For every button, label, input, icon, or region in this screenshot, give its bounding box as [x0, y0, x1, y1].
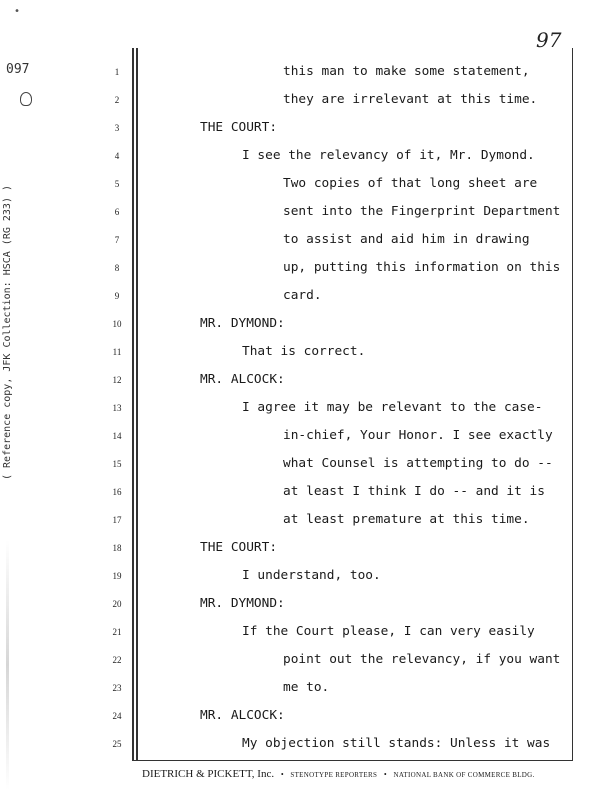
transcript-line: in-chief, Your Honor. I see exactly	[283, 428, 553, 443]
footer-separator: •	[280, 770, 284, 779]
corner-mark: •	[14, 6, 21, 17]
transcript-line: If the Court please, I can very easily	[242, 624, 535, 639]
bottom-margin-rule	[132, 760, 573, 761]
page-id: 097	[6, 62, 30, 77]
line-number: 16	[112, 487, 122, 497]
footer-separator: •	[383, 770, 387, 779]
line-number: 6	[114, 207, 120, 217]
transcript-line: I understand, too.	[242, 568, 381, 583]
transcript-line: Two copies of that long sheet are	[283, 176, 538, 191]
line-number: 5	[114, 179, 120, 189]
binder-hole-mark	[20, 92, 32, 106]
transcript-line: at least I think I do -- and it is	[283, 484, 545, 499]
archive-side-note: ( Reference copy, JFK Collection: HSCA (RG 233) )	[2, 184, 13, 480]
transcript-line: My objection still stands: Unless it was	[242, 736, 551, 751]
speaker-label: MR. ALCOCK:	[200, 372, 285, 387]
transcript-line: card.	[283, 288, 322, 303]
scan-edge-artifact	[6, 540, 9, 790]
line-number: 20	[112, 599, 122, 609]
handwritten-page-number: 97	[536, 28, 562, 52]
transcript-line: at least premature at this time.	[283, 512, 530, 527]
footer-service: STENOTYPE REPORTERS	[290, 771, 378, 779]
transcript-line: I agree it may be relevant to the case-	[242, 400, 543, 415]
line-number: 10	[112, 319, 122, 329]
transcript-line: up, putting this information on this	[283, 260, 561, 275]
line-number: 22	[112, 655, 122, 665]
line-number: 8	[114, 263, 120, 273]
line-number: 15	[112, 459, 122, 469]
line-number: 12	[112, 375, 122, 385]
reporter-footer	[142, 768, 572, 780]
line-number: 23	[112, 683, 122, 693]
line-number: 2	[114, 95, 120, 105]
line-number: 3	[114, 123, 120, 133]
speaker-label: MR. DYMOND:	[200, 316, 285, 331]
line-number: 7	[114, 235, 120, 245]
transcript-line: this man to make some statement,	[283, 64, 530, 79]
footer-address: NATIONAL BANK OF COMMERCE BLDG.	[393, 771, 535, 779]
line-number: 13	[112, 403, 122, 413]
speaker-label: THE COURT:	[200, 540, 278, 555]
transcript-line: they are irrelevant at this time.	[283, 92, 538, 107]
transcript-line: sent into the Fingerprint Department	[283, 204, 561, 219]
transcript-line: That is correct.	[242, 344, 366, 359]
footer-firm: DIETRICH & PICKETT, Inc.	[142, 768, 275, 780]
transcript-line: me to.	[283, 680, 330, 695]
right-margin-rule	[572, 48, 573, 760]
left-margin-rule-inner	[136, 48, 138, 760]
line-number: 25	[112, 739, 122, 749]
line-number: 24	[112, 711, 122, 721]
transcript-line: I see the relevancy of it, Mr. Dymond.	[242, 148, 535, 163]
line-number: 18	[112, 543, 122, 553]
line-number: 14	[112, 431, 122, 441]
line-number: 21	[112, 627, 122, 637]
left-margin-rule	[132, 48, 134, 760]
speaker-label: THE COURT:	[200, 120, 278, 135]
line-number: 4	[114, 151, 120, 161]
line-number: 17	[112, 515, 122, 525]
transcript-line: to assist and aid him in drawing	[283, 232, 530, 247]
transcript-line: what Counsel is attempting to do --	[283, 456, 553, 471]
line-number: 9	[114, 291, 120, 301]
transcript-line: point out the relevancy, if you want	[283, 652, 561, 667]
speaker-label: MR. DYMOND:	[200, 596, 285, 611]
line-number: 1	[114, 67, 120, 77]
line-number: 11	[112, 347, 122, 357]
speaker-label: MR. ALCOCK:	[200, 708, 285, 723]
line-number: 19	[112, 571, 122, 581]
